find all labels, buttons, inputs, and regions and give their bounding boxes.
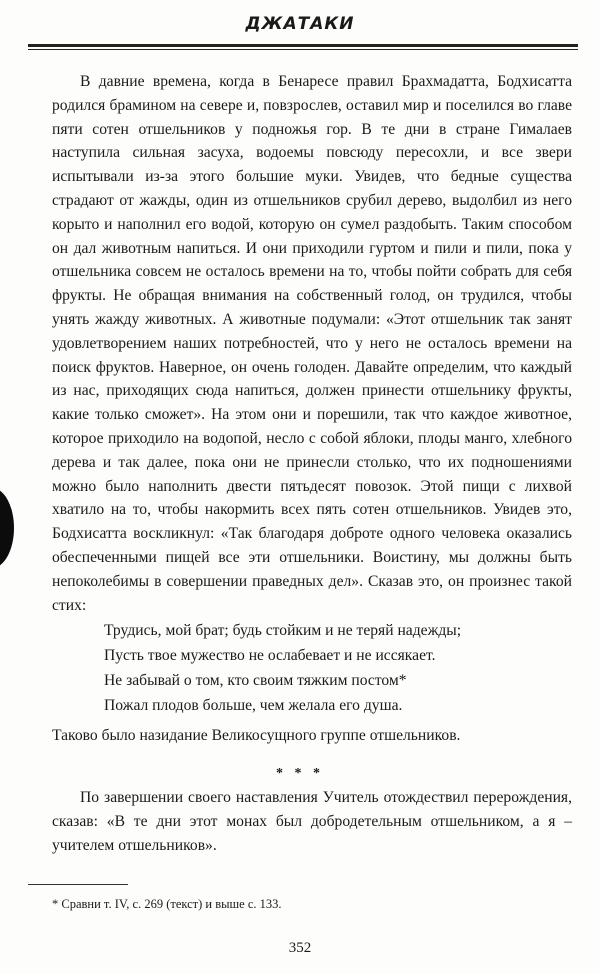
verse-line: Пожал плодов больше, чем желала его душа. (104, 697, 403, 714)
page-edge-thumb-mark (0, 488, 14, 568)
paragraph-2-text: По завершении своего наставления Учитель отождествил перерождения, сказав: «В те дни этот монах был добродетельным отшельником, а я – учителем отшельников». (52, 789, 572, 854)
header-rule-thin (28, 49, 578, 50)
paragraph-1-text: В давние времена, когда в Бенаресе правил Брахмадатта, Бодхисатта родился брамином на севере и, повзрослев, оставил мир и поселился во главе пяти сотен отшельников у подножья гор. В те дни в стране Гималаев наступила сильная засуха, водоемы повсюду пересохли, и все звери испытывали из-за этого большие муки. Увидев, что бедные существа страдают от жажды, один из отшельников срубил дерево, выдолбил из него корыто и наполнил его водой, которую он сумел раздобыть. Таким способом он дал животным напиться. И они приходили гуртом и пили и пили, пока у отшельника совсем не осталось времени на то, чтобы пойти собрать для себя фрукты. Не обращая внимания на собственный голод, он трудился, чтобы унять жажду животных. А животные подумали: «Этот отшельник так занят удовлетворением наших потребностей, что у него не осталось времени на поиск фруктов. Наверное, он очень голоден. Давайте определим, что каждый из нас, приходящих сюда напиться, должен принести отшельнику фрукты, какие только сможет». На этом они и порешили, так что каждое животное, которое приходило на водопой, несло с собой яблоки, плоды манго, хлебного дерева и так далее, пока они не принесли столько, что их подношениями можно было наполнить двести пятьдесят повозок. Этой пищи с лихвой хватило на то, чтобы накормить всех пять сотен отшельников. Увидев это, Бодхисатта воскликнул: «Так благодаря доброте одного человека оказались обеспеченными пищей все эти отшельники. Воистину, мы должны быть непоколебимы в совершении праведных дел». Сказав это, он произнес такой стих: (52, 73, 572, 614)
page-number: 352 (288, 940, 312, 956)
running-head-title: ДЖАТАКИ (245, 14, 355, 34)
verse-line: Трудись, мой брат; будь стойким и не теряй надежды; (104, 622, 462, 639)
summary-line: Таково было назидание Великосущного группе отшельников. (52, 727, 461, 744)
section-separator: * * * (276, 766, 324, 781)
conclusion-paragraph (52, 786, 572, 857)
header-rule-thick (28, 44, 578, 47)
verse-line: Пусть твое мужество не ослабевает и не иссякает. (104, 647, 436, 664)
footnote: * Сравни т. IV, с. 269 (текст) и выше с. 133. (52, 897, 282, 911)
verse-line: Не забывай о том, кто своим тяжким постом* (104, 672, 407, 689)
verse-block (104, 618, 461, 718)
story-paragraph (52, 70, 572, 617)
footnote-rule (28, 884, 128, 885)
